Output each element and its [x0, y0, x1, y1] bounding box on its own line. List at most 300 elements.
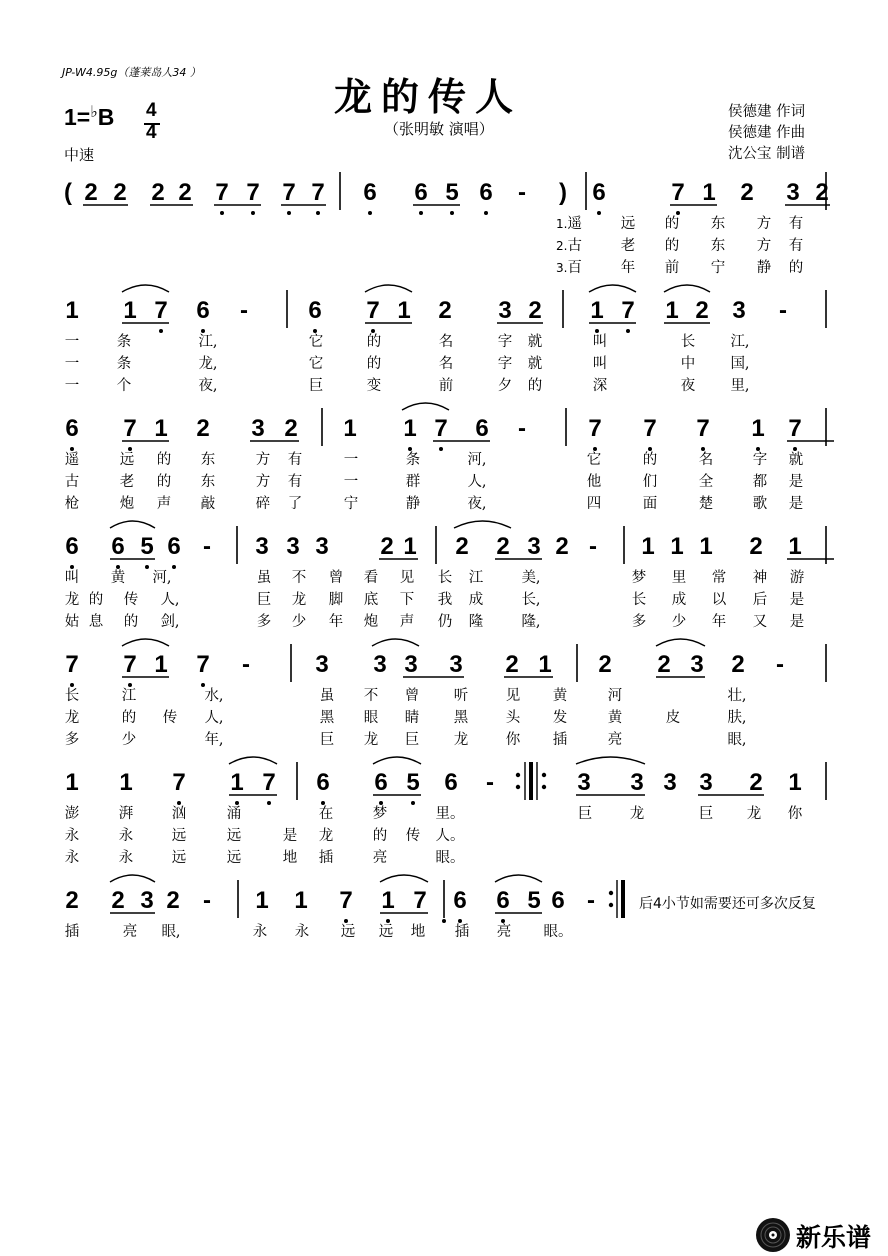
slur: [122, 285, 169, 292]
lyric-char: 发: [552, 710, 568, 726]
lyric-char: 澎: [64, 806, 80, 822]
lyric-char: 看: [363, 570, 379, 586]
lyric-char: 远: [620, 216, 636, 232]
lyric-char: 国,: [730, 356, 750, 372]
low-octave-dot: [116, 565, 120, 569]
note: 7: [154, 297, 168, 324]
lyric-char: 了: [287, 496, 303, 512]
low-octave-dot: [442, 919, 446, 923]
repeat-dot: [542, 773, 546, 777]
lyric-char: 河,: [152, 570, 172, 586]
note-dash: -: [203, 887, 211, 914]
slur: [373, 757, 421, 764]
low-octave-dot: [371, 329, 375, 333]
lyric-char: 全: [698, 474, 714, 490]
lyric-char: 静: [756, 260, 772, 276]
note: 7: [262, 769, 276, 796]
lyric-char: 多: [64, 732, 80, 748]
low-octave-dot: [177, 801, 181, 805]
lyric-char: 面: [642, 496, 658, 512]
slur: [664, 285, 710, 292]
note: 2: [815, 179, 829, 206]
note: 2: [111, 887, 125, 914]
note: 6: [374, 769, 388, 796]
note: 2: [749, 533, 763, 560]
lyric-char: 后: [752, 592, 768, 608]
lyric-char: 水,: [204, 688, 224, 704]
note: 3: [449, 651, 463, 678]
low-octave-dot: [595, 329, 599, 333]
lyric-char: 有: [287, 474, 303, 490]
lyric-char: 2.古: [556, 238, 582, 254]
lyric-char: 壮,: [727, 688, 747, 704]
lyric-char: 宁: [343, 496, 359, 512]
lyric-char: 人,: [204, 710, 224, 726]
lyric-char: 前: [664, 260, 680, 276]
lyric-char: 又: [752, 614, 768, 630]
note: 2: [505, 651, 519, 678]
lyric-char: 龙: [291, 592, 307, 608]
lyric-char: 听: [453, 688, 469, 704]
lyric-char: 的: [88, 592, 104, 608]
low-octave-dot: [793, 447, 797, 451]
lyric-char: 龙,: [198, 356, 218, 372]
lyric-char: 夕: [497, 378, 513, 394]
lyric-char: 名: [438, 334, 454, 350]
slur: [589, 285, 636, 292]
note: 7: [366, 297, 380, 324]
note: 7: [696, 415, 710, 442]
lyric-char: 底: [363, 592, 379, 608]
lyric-char: 游: [789, 570, 805, 586]
low-octave-dot: [159, 329, 163, 333]
lyric-char: 一: [64, 334, 80, 350]
lyric-char: 曾: [404, 688, 420, 704]
lyric-char: 曾: [328, 570, 344, 586]
note: 6: [167, 533, 181, 560]
lyric-char: 龙: [746, 806, 762, 822]
note: 6: [316, 769, 330, 796]
low-octave-dot: [70, 565, 74, 569]
lyric-char: 巨: [319, 732, 335, 748]
lyric-char: 变: [366, 378, 382, 394]
lyric-char: 少: [671, 614, 687, 630]
lyric-char: 不: [291, 570, 307, 586]
note: 2: [598, 651, 612, 678]
lyric-char: 见: [399, 570, 415, 586]
lyric-char: 息: [88, 614, 104, 630]
note: 1: [702, 179, 716, 206]
lyric-char: 它: [586, 452, 602, 468]
note: 3: [251, 415, 265, 442]
low-octave-dot: [419, 211, 423, 215]
note: 1: [65, 769, 79, 796]
note: 2: [528, 297, 542, 324]
lyric-char: 个: [116, 378, 132, 394]
low-octave-dot: [450, 211, 454, 215]
lyric-char: 里,: [730, 378, 750, 394]
note: 6: [65, 533, 79, 560]
lyric-char: 龙: [629, 806, 645, 822]
lyric-char: 眼。: [543, 924, 573, 940]
note-dash: -: [240, 297, 248, 324]
lyric-char: 地: [410, 924, 426, 940]
lyric-char: 隆: [468, 614, 484, 630]
lyric-char: 永: [64, 828, 80, 844]
lyric-char: 人,: [160, 592, 180, 608]
low-octave-dot: [411, 801, 415, 805]
note-dash: -: [203, 533, 211, 560]
low-octave-dot: [756, 447, 760, 451]
note: 1: [590, 297, 604, 324]
note: 1: [154, 415, 168, 442]
low-octave-dot: [235, 801, 239, 805]
lyric-char: 永: [118, 850, 134, 866]
slur: [402, 403, 449, 410]
lyric-char: 远: [226, 850, 242, 866]
lyric-char: 的: [372, 828, 388, 844]
lyric-char: 下: [399, 592, 415, 608]
lyric-char: 黄: [552, 688, 568, 704]
note: 2: [740, 179, 754, 206]
note: 6: [111, 533, 125, 560]
note: 1: [230, 769, 244, 796]
lyric-char: 巨: [404, 732, 420, 748]
lyric-char: 常: [711, 570, 727, 586]
slur: [576, 757, 645, 764]
note: 5: [406, 769, 420, 796]
lyric-char: 的: [788, 260, 804, 276]
note: 2: [196, 415, 210, 442]
note: 3: [315, 533, 329, 560]
note: 3: [699, 769, 713, 796]
note: 1: [255, 887, 269, 914]
lyric-char: 我: [437, 592, 453, 608]
note: 1: [788, 769, 802, 796]
lyric-char: 夜: [680, 378, 696, 394]
lyric-char: 就: [527, 356, 543, 372]
lyric-char: 在: [318, 806, 334, 822]
lyric-char: 枪: [64, 496, 80, 512]
lyric-char: 里: [671, 570, 687, 586]
key-note: B: [97, 104, 115, 130]
lyric-char: 炮: [119, 496, 135, 512]
lyric-char: 剑,: [160, 614, 180, 630]
note-bracket: (: [64, 179, 72, 206]
lyric-char: 人,: [467, 474, 487, 490]
lyric-char: 条: [405, 452, 421, 468]
lyric-char: 东: [710, 238, 726, 254]
lyric-char: 长: [64, 688, 80, 704]
lyric-char: 一: [343, 452, 359, 468]
note: 2: [284, 415, 298, 442]
note: 1: [699, 533, 713, 560]
lyric-char: 歌: [752, 496, 768, 512]
note: 7: [123, 415, 137, 442]
note: 3: [373, 651, 387, 678]
lyric-char: 你: [505, 732, 521, 748]
note: 2: [166, 887, 180, 914]
note: 2: [749, 769, 763, 796]
note: 3: [140, 887, 154, 914]
lyric-char: 巨: [308, 378, 324, 394]
low-octave-dot: [386, 919, 390, 923]
lyric-char: 黄: [110, 570, 126, 586]
lyric-char: 碎: [255, 496, 271, 512]
lyric-char: 方: [255, 452, 271, 468]
lyric-char: 仍: [437, 614, 453, 630]
note: 6: [414, 179, 428, 206]
credit-composer: 侯德建 作曲: [728, 125, 806, 141]
note: 1: [538, 651, 552, 678]
note: 5: [140, 533, 154, 560]
note: 2: [731, 651, 745, 678]
note: 3: [732, 297, 746, 324]
lyric-char: 你: [787, 806, 803, 822]
note: 3: [498, 297, 512, 324]
slur: [656, 639, 705, 646]
low-octave-dot: [267, 801, 271, 805]
note: 7: [671, 179, 685, 206]
repeat-barline-thick: [529, 762, 533, 800]
lyric-char: 河,: [467, 452, 487, 468]
note: 2: [695, 297, 709, 324]
lyric-char: 年: [328, 614, 344, 630]
low-octave-dot: [201, 683, 205, 687]
lyric-char: 里。: [435, 806, 465, 822]
note: 6: [196, 297, 210, 324]
lyric-char: 插: [454, 924, 470, 940]
low-octave-dot: [70, 447, 74, 451]
note: 7: [643, 415, 657, 442]
lyric-char: 是: [788, 496, 804, 512]
note-dash: -: [518, 415, 526, 442]
note: 1: [154, 651, 168, 678]
lyric-char: 传: [123, 592, 139, 608]
repeat-note: 后4小节如需要还可多次反复: [639, 896, 816, 912]
slur: [454, 521, 511, 528]
tempo-label: 中速: [64, 146, 95, 164]
note: 1: [403, 533, 417, 560]
note: 7: [413, 887, 427, 914]
lyric-char: 河: [607, 688, 623, 704]
note: 6: [363, 179, 377, 206]
note: 2: [657, 651, 671, 678]
note: 2: [113, 179, 127, 206]
lyric-char: 江,: [198, 334, 218, 350]
note-bracket: ): [559, 179, 567, 206]
lyric-char: 湃: [118, 806, 134, 822]
lyric-char: 静: [405, 496, 421, 512]
note: 1: [294, 887, 308, 914]
lyric-char: 有: [788, 238, 804, 254]
note: 7: [65, 651, 79, 678]
lyric-char: 字: [497, 356, 513, 372]
note: 2: [65, 887, 79, 914]
note: 1: [641, 533, 655, 560]
note: 1: [665, 297, 679, 324]
lyric-char: 多: [631, 614, 647, 630]
lyric-char: 前: [438, 378, 454, 394]
lyric-char: 亮: [372, 850, 388, 866]
lyric-char: 的: [156, 474, 172, 490]
lyric-char: 龙: [64, 710, 80, 726]
note-dash: -: [518, 179, 526, 206]
lyric-char: 的: [366, 356, 382, 372]
note: 7: [621, 297, 635, 324]
lyric-char: 黑: [319, 710, 335, 726]
time-signature-top: 4: [146, 100, 157, 121]
lyric-char: 虽: [256, 570, 272, 586]
lyric-char: 龙: [453, 732, 469, 748]
lyric-char: 少: [291, 614, 307, 630]
note: 2: [151, 179, 165, 206]
lyric-char: 远: [171, 850, 187, 866]
note: 1: [788, 533, 802, 560]
slur: [495, 875, 542, 882]
repeat-dot: [609, 903, 613, 907]
note-dash: -: [587, 887, 595, 914]
slur: [110, 521, 155, 528]
lyric-char: 传: [162, 710, 178, 726]
repeat-dot: [516, 773, 520, 777]
low-octave-dot: [251, 211, 255, 215]
lyric-char: 见: [505, 688, 521, 704]
note: 7: [172, 769, 186, 796]
low-octave-dot: [368, 211, 372, 215]
lyric-char: 条: [116, 356, 132, 372]
singer-label: （张明敏 演唱）: [384, 120, 494, 138]
lyric-char: 永: [118, 828, 134, 844]
lyric-char: 3.百: [556, 260, 582, 276]
low-octave-dot: [313, 329, 317, 333]
note: 1: [397, 297, 411, 324]
note: 1: [119, 769, 133, 796]
low-octave-dot: [316, 211, 320, 215]
lyric-char: 的: [527, 378, 543, 394]
slur: [365, 285, 412, 292]
note: 6: [475, 415, 489, 442]
note-dash: -: [589, 533, 597, 560]
lyric-char: 东: [710, 216, 726, 232]
lyric-char: 一: [64, 378, 80, 394]
note: 3: [786, 179, 800, 206]
lyric-char: 亮: [496, 924, 512, 940]
lyric-char: 们: [642, 474, 658, 490]
lyric-char: 一: [64, 356, 80, 372]
lyric-char: 插: [64, 924, 80, 940]
lyric-char: 龙: [64, 592, 80, 608]
key-prefix: 1=: [64, 104, 91, 130]
note: 3: [286, 533, 300, 560]
lyric-char: 神: [752, 570, 768, 586]
low-octave-dot: [501, 919, 505, 923]
note: 6: [65, 415, 79, 442]
note: 7: [196, 651, 210, 678]
note: 1: [381, 887, 395, 914]
low-octave-dot: [597, 211, 601, 215]
note: 2: [178, 179, 192, 206]
slur: [110, 875, 155, 882]
low-octave-dot: [70, 683, 74, 687]
lyric-char: 老: [620, 238, 636, 254]
note: 2: [496, 533, 510, 560]
logo: [754, 1214, 884, 1254]
note-dash: -: [242, 651, 250, 678]
lyric-char: 方: [255, 474, 271, 490]
flat-symbol: ♭: [90, 102, 98, 121]
note-dash: -: [486, 769, 494, 796]
lyric-char: 永: [252, 924, 268, 940]
note: 1: [403, 415, 417, 442]
note: 7: [434, 415, 448, 442]
lyric-char: 声: [156, 496, 172, 512]
note: 2: [84, 179, 98, 206]
credit-lyricist: 侯德建 作词: [728, 104, 806, 120]
lyric-char: 插: [552, 732, 568, 748]
note: 7: [282, 179, 296, 206]
lyric-char: 江,: [730, 334, 750, 350]
low-octave-dot: [484, 211, 488, 215]
low-octave-dot: [128, 447, 132, 451]
lyric-char: 方: [756, 216, 772, 232]
lyric-char: 夜,: [467, 496, 487, 512]
lyric-char: 东: [200, 452, 216, 468]
note: 1: [343, 415, 357, 442]
lyric-char: 东: [200, 474, 216, 490]
time-signature-bottom: 4: [146, 122, 157, 143]
note: 2: [455, 533, 469, 560]
lyric-char: 叫: [64, 570, 80, 586]
lyric-char: 的: [156, 452, 172, 468]
lyric-char: 1.遥: [556, 216, 582, 232]
lyric-char: 龙: [318, 828, 334, 844]
lyric-char: 地: [282, 850, 298, 866]
lyric-char: 眼: [363, 710, 379, 726]
note: 3: [630, 769, 644, 796]
lyric-char: 年: [620, 260, 636, 276]
note: 6: [308, 297, 322, 324]
lyric-char: 叫: [592, 356, 608, 372]
note: 2: [438, 297, 452, 324]
lyric-char: 梦: [631, 570, 647, 586]
lyric-char: 眼,: [161, 924, 181, 940]
lyric-char: 成: [468, 592, 484, 608]
lyric-char: 中: [680, 356, 696, 372]
lyric-char: 姑: [64, 614, 80, 630]
low-octave-dot: [626, 329, 630, 333]
low-octave-dot: [172, 565, 176, 569]
lyric-char: 是: [789, 592, 805, 608]
lyric-char: 不: [363, 688, 379, 704]
low-octave-dot: [287, 211, 291, 215]
low-octave-dot: [676, 211, 680, 215]
lyric-char: 四: [586, 496, 602, 512]
lyric-char: 有: [788, 216, 804, 232]
lyric-char: 声: [399, 614, 415, 630]
slur: [372, 639, 419, 646]
lyric-char: 就: [788, 452, 804, 468]
lyric-char: 永: [64, 850, 80, 866]
lyric-char: 成: [671, 592, 687, 608]
low-octave-dot: [408, 447, 412, 451]
low-octave-dot: [201, 329, 205, 333]
low-octave-dot: [145, 565, 149, 569]
lyric-char: 远: [226, 828, 242, 844]
low-octave-dot: [439, 447, 443, 451]
note: 1: [751, 415, 765, 442]
lyric-char: 深: [592, 378, 608, 394]
